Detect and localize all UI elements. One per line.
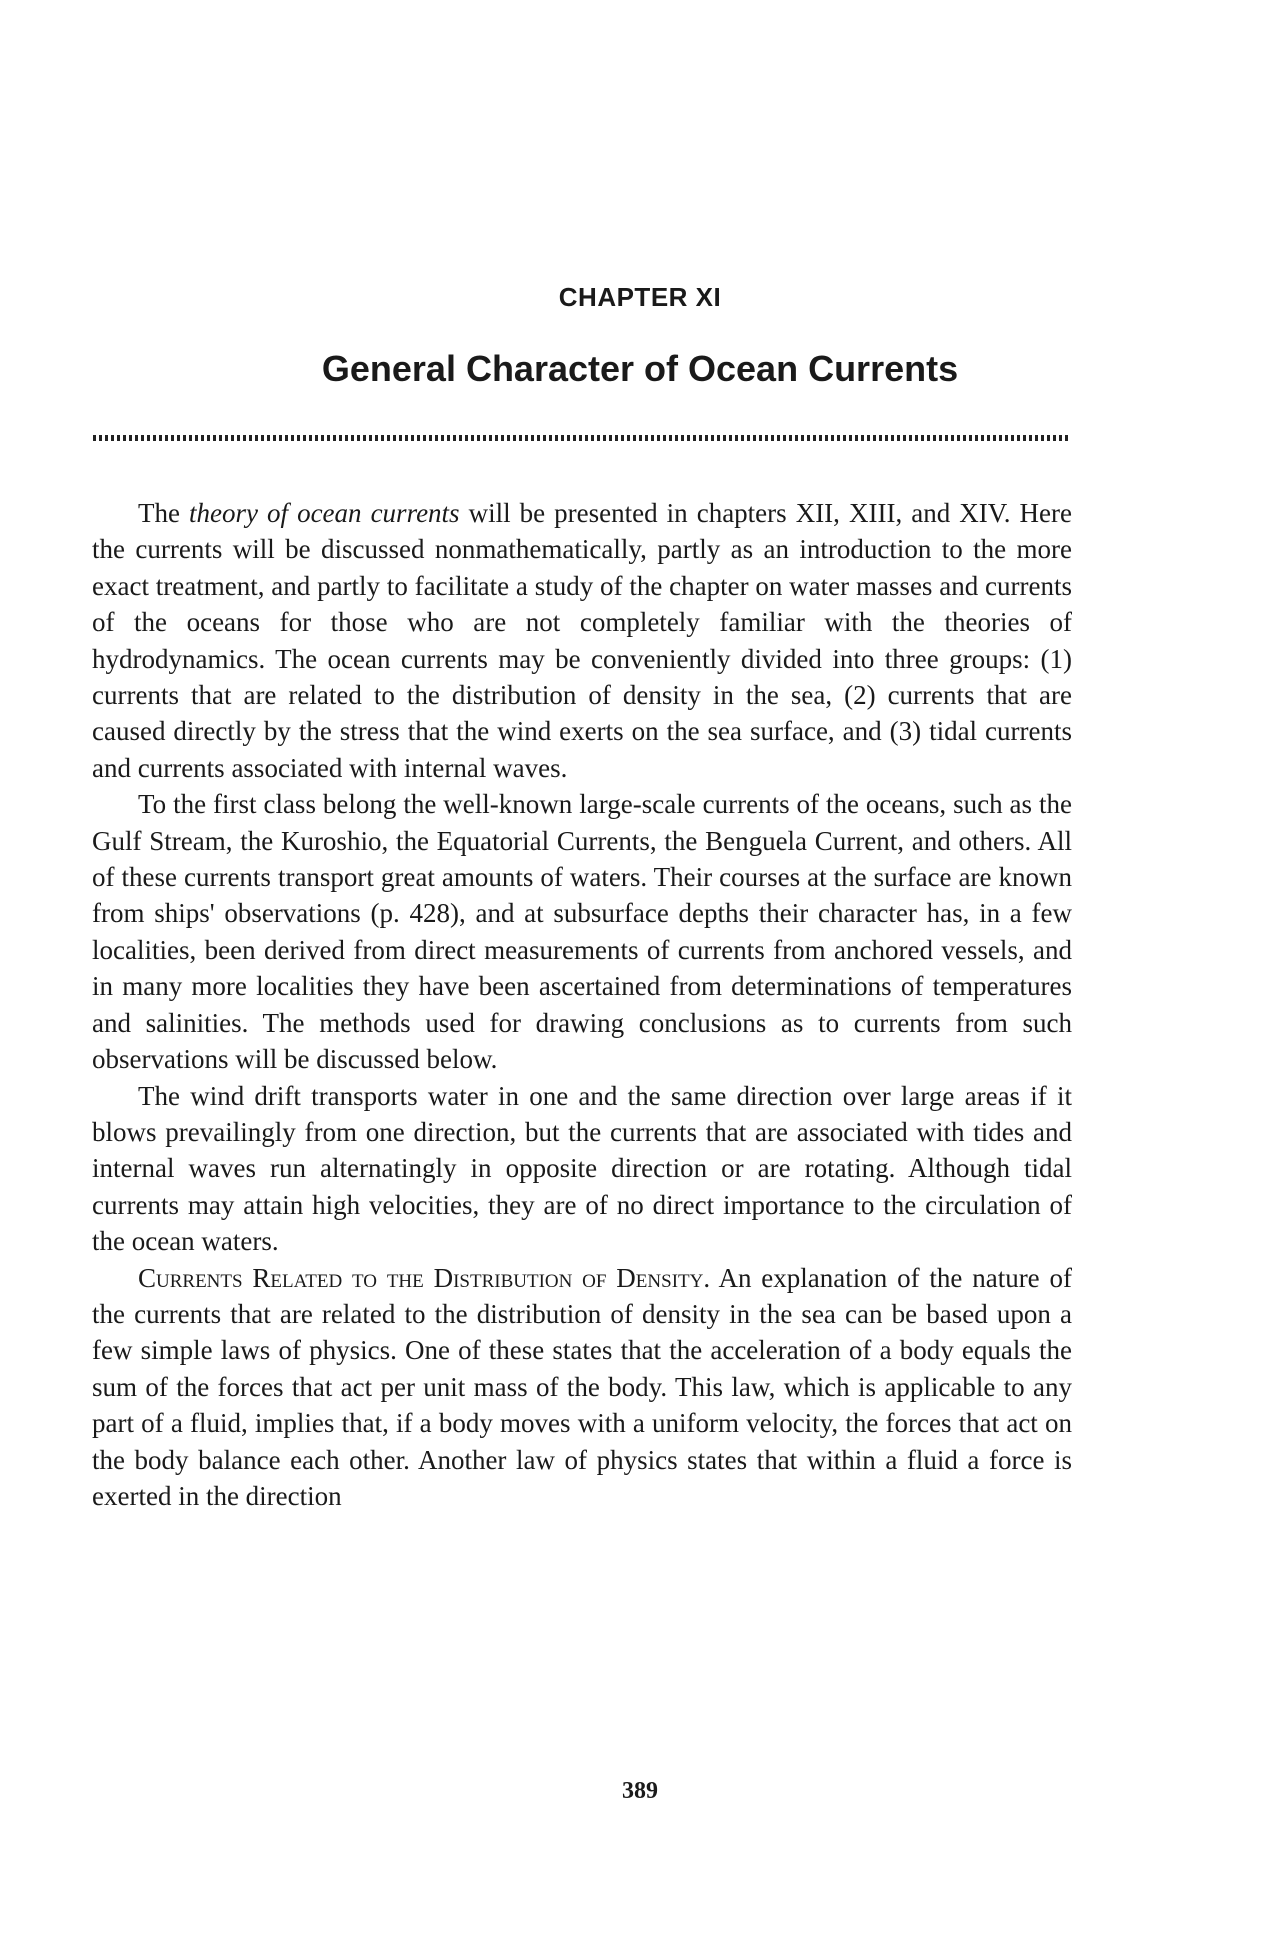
page-number: 389 <box>622 1778 658 1804</box>
paragraph-2: To the first class belong the well-known large-scale currents of the oceans, such as the Gulf Stream, the Kuroshio, the Equatorial Currents, the Benguela Current, and others. All of these currents transport great amounts of waters. Their courses at the surface are known from ships' observations (p. 428), and at subsurface depths their character has, in a few localities, been derived from direct measurements of currents from anchored vessels, and in many more localities they have been ascertained from determinations of temperatures and salinities. The methods used for drawing conclusions as to currents from such observations will be discussed below. <box>92 789 1072 1075</box>
dotted-rule <box>93 435 1071 441</box>
paragraph-4 <box>92 1260 1072 1515</box>
paragraph-1-lead: The <box>138 498 190 528</box>
section-heading: Currents Related to the Distribution of Density. <box>138 1262 711 1293</box>
paragraph-1-rest: will be presented in chapters XII, XIII, and XIV. Here the currents will be discussed nonmathematically, partly as an introduction to the more exact treatment, and partly to facilitate a study of the chapter on water masses and currents of the oceans for those who are not completely familiar with the theories of hydrodynamics. The ocean currents may be conveniently divided into three groups: (1) currents that are related to the distribution of density in the sea, (2) currents that are caused directly by the stress that the wind exerts on the sea surface, and (3) tidal currents and currents associated with internal waves. <box>92 498 1073 783</box>
paragraph-1-emphasis: theory of ocean currents <box>189 498 460 528</box>
chapter-title: General Character of Ocean Currents <box>321 348 959 389</box>
body-text <box>92 495 1072 1514</box>
paragraph-4-text: An explanation of the nature of the currents that are related to the distribution of density in the sea can be based upon a few simple laws of physics. One of these states that the acceleration of a body equals the sum of the forces that act per unit mass of the body. This law, which is applicable to any part of a fluid, implies that, if a body moves with a uniform velocity, the forces that act on the body balance each other. Another law of physics states that within a fluid a force is exerted in the direction <box>92 1262 1072 1511</box>
paragraph-1 <box>92 495 1072 786</box>
chapter-label: CHAPTER XI <box>558 282 722 312</box>
paragraph-3: The wind drift transports water in one and the same direction over large areas if it blows prevailingly from one direction, but the currents that are associated with tides and internal waves run alternatingly in opposite direction or are rotating. Although tidal currents may attain high velocities, they are of no direct importance to the circulation of the ocean waters. <box>92 1080 1072 1257</box>
